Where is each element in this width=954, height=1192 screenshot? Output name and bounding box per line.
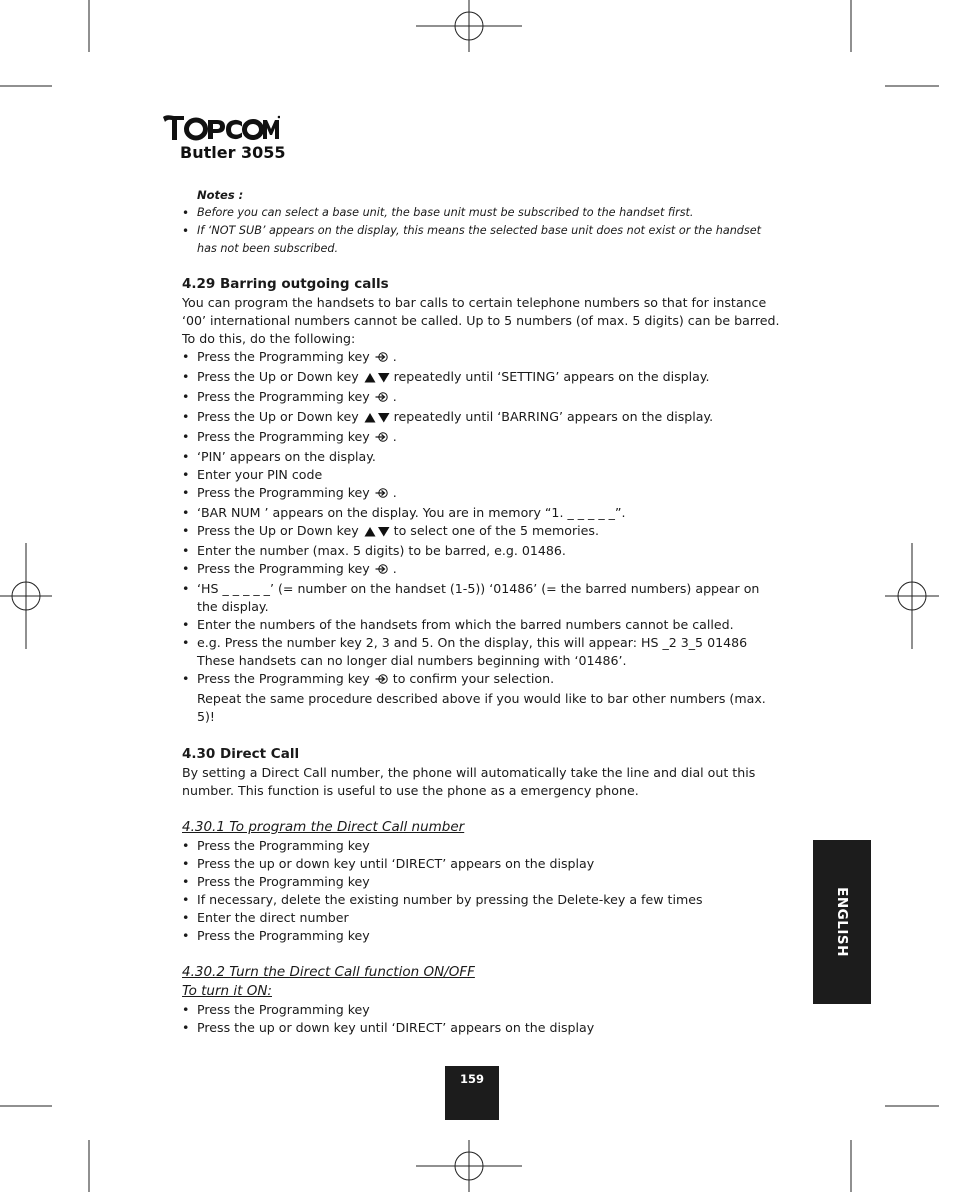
section-heading-4-30: 4.30 Direct Call bbox=[182, 746, 300, 762]
notes-title: Notes : bbox=[197, 188, 244, 202]
list-item: • Press the up or down key until ‘DIRECT’ appears on the display bbox=[182, 1019, 782, 1037]
list-item: • Press the Programming key . bbox=[182, 388, 782, 408]
section-heading-4-29: 4.29 Barring outgoing calls bbox=[182, 276, 389, 292]
barring-steps bbox=[182, 348, 782, 726]
list-item: • Press the up or down key until ‘DIRECT’ appears on the display bbox=[182, 855, 782, 873]
subsection-heading-4-30-1: 4.30.1 To program the Direct Call number bbox=[182, 819, 465, 835]
section-intro: By setting a Direct Call number, the phone will automatically take the line and dial out this number. This function is useful to use the phone as a emergency phone. bbox=[182, 765, 756, 798]
model-name: Butler 3055 bbox=[180, 143, 286, 162]
list-item: • Enter your PIN code bbox=[182, 466, 782, 484]
page-number: 159 bbox=[445, 1066, 499, 1120]
list-item: • Press the Up or Down key repeatedly until ‘SETTING’ appears on the display. bbox=[182, 368, 782, 388]
programming-key-icon bbox=[375, 390, 389, 408]
list-item: • Press the Up or Down key to select one of the 5 memories. bbox=[182, 522, 782, 542]
subsection-subheading: To turn it ON: bbox=[182, 983, 272, 999]
list-item: • Press the Up or Down key repeatedly until ‘BARRING’ appears on the display. bbox=[182, 408, 782, 428]
language-tab-label: ENGLISH bbox=[834, 887, 850, 957]
programming-key-icon bbox=[375, 672, 389, 690]
program-direct-call-steps bbox=[182, 837, 782, 945]
list-item: • Press the Programming key bbox=[182, 873, 782, 891]
section-intro: You can program the handsets to bar calls to certain telephone numbers so that for instance ‘00’ international numbers cannot be called. Up to 5 numbers (of max. 5 digits) can be barred. bbox=[182, 295, 780, 328]
topcom-logo bbox=[162, 114, 280, 144]
list-item: • Press the Programming key . bbox=[182, 428, 782, 448]
up-down-key-icon bbox=[364, 524, 390, 542]
subsection-heading-4-30-2: 4.30.2 Turn the Direct Call function ON/OFF bbox=[182, 964, 475, 980]
list-item: • ‘BAR NUM ’ appears on the display. You are in memory “1. _ _ _ _ _”. bbox=[182, 504, 782, 522]
note-item: • Before you can select a base unit, the base unit must be subscribed to the handset first. bbox=[182, 204, 782, 222]
list-item: • Press the Programming key . bbox=[182, 348, 782, 368]
list-item: • ‘PIN’ appears on the display. bbox=[182, 448, 782, 466]
list-item: • Press the Programming key bbox=[182, 1001, 782, 1019]
language-tab bbox=[813, 840, 871, 1004]
list-item: • If necessary, delete the existing number by pressing the Delete-key a few times bbox=[182, 891, 782, 909]
programming-key-icon bbox=[375, 350, 389, 368]
section-lead: To do this, do the following: bbox=[182, 331, 356, 346]
programming-key-icon bbox=[375, 486, 389, 504]
programming-key-icon bbox=[375, 430, 389, 448]
list-item: • Press the Programming key bbox=[182, 927, 782, 945]
note-item: • If ‘NOT SUB’ appears on the display, this means the selected base unit does not exist or the handset has not been subscribed. bbox=[182, 222, 782, 258]
list-item: • e.g. Press the number key 2, 3 and 5. On the display, this will appear: HS _2 3_5 01486 These handsets can no longer dial numbers beginning with ‘01486’. bbox=[182, 634, 782, 670]
list-item: • ‘HS _ _ _ _ _’ (= number on the handset (1-5)) ‘01486’ (= the barred numbers) appear on the display. bbox=[182, 580, 782, 616]
list-item: • Press the Programming key . bbox=[182, 484, 782, 504]
list-item: • Press the Programming key to confirm your selection. Repeat the same procedure described above if you would like to bar other numbers (max. 5)! bbox=[182, 670, 782, 726]
list-item: • Enter the direct number bbox=[182, 909, 782, 927]
list-item: • Press the Programming key . bbox=[182, 560, 782, 580]
up-down-key-icon bbox=[364, 370, 390, 388]
up-down-key-icon bbox=[364, 410, 390, 428]
list-item: • Enter the number (max. 5 digits) to be barred, e.g. 01486. bbox=[182, 542, 782, 560]
page-content bbox=[182, 186, 782, 1037]
programming-key-icon bbox=[375, 562, 389, 580]
list-item: • Enter the numbers of the handsets from which the barred numbers cannot be called. bbox=[182, 616, 782, 634]
list-item: • Press the Programming key bbox=[182, 837, 782, 855]
turn-on-steps bbox=[182, 1001, 782, 1037]
